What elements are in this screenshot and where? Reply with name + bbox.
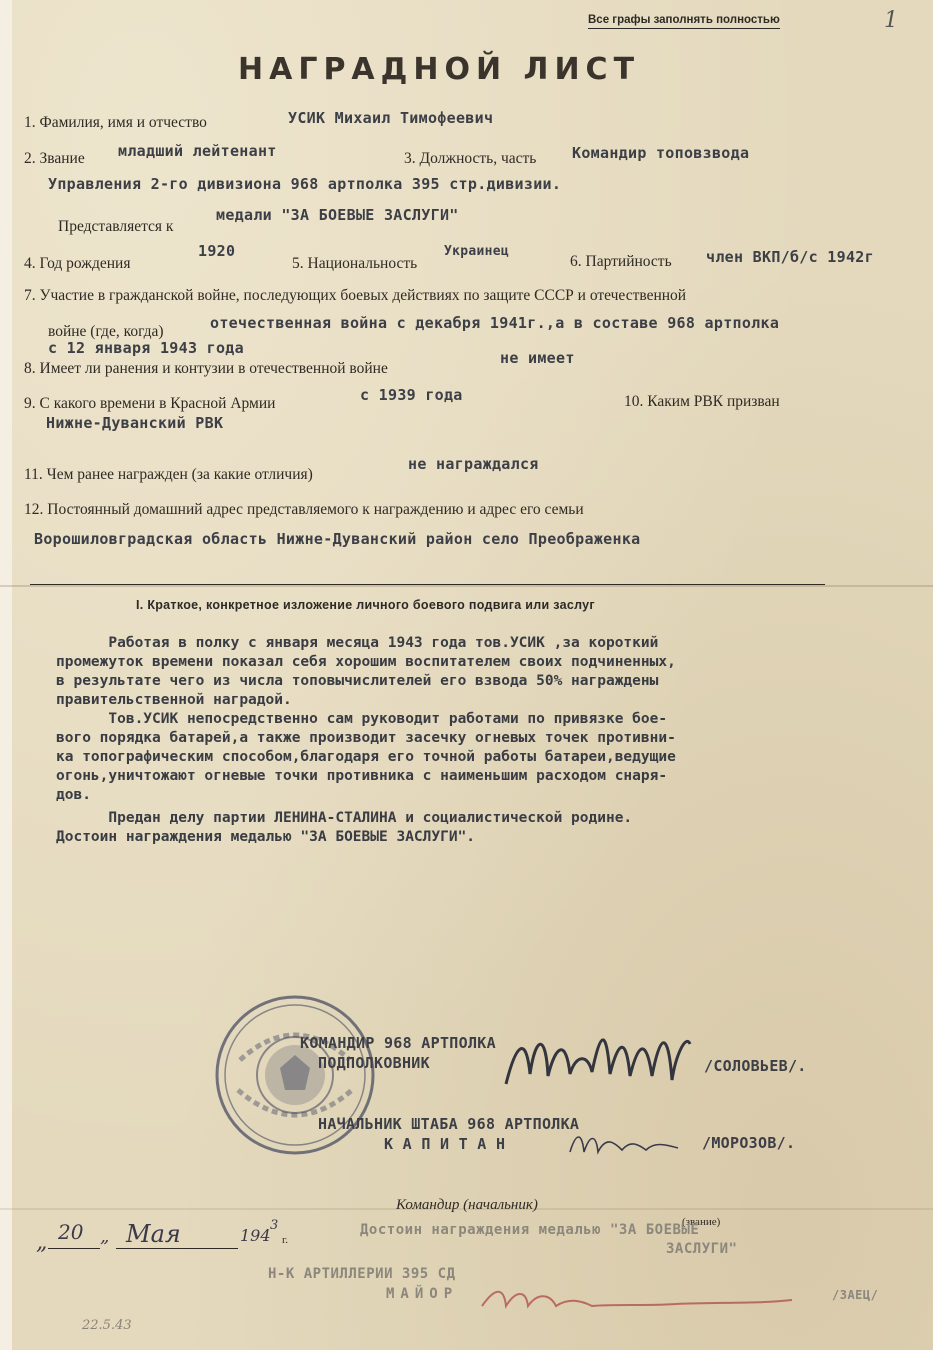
endorsement-name: /ЗАЕЦ/ [832,1288,879,1302]
red-pencil-signature-icon [476,1276,796,1320]
date-close-quote: „ [100,1226,110,1247]
pencil-date-note: 22.5.43 [82,1318,132,1333]
feat-line: Достоин награждения медалью "ЗА БОЕВЫЕ ЗАСЛУГИ". [56,829,476,845]
presented-for-label: Представляется к [58,218,174,235]
feat-line: в результате чего из числа топовычислителей его взвода 50% награждены [56,673,659,689]
field-war-participation-label: 7. Участие в гражданской войне, последующих боевых действиях по защите СССР и отечественной [24,287,687,304]
field-draft-office-value: Нижне-Дуванский РВК [46,414,224,432]
chief-of-staff-rank: К А П И Т А Н [384,1135,506,1153]
field-rank-value: младший лейтенант [118,142,277,160]
feat-line: промежуток времени показал себя хорошим воспитателем своих подчиненных, [56,654,676,670]
commander-rank: ПОДПОЛКОВНИК [318,1054,430,1072]
date-year-prefix: 194 [240,1226,271,1245]
field-previous-awards-value: не награждался [408,455,539,473]
field-nationality-value: Украинец [444,244,510,259]
field-position-value-cont: Управления 2-го дивизиона 968 артполка 395 стр.дивизии. [48,175,562,193]
date-month-underline [116,1248,238,1249]
field-position-label: 3. Должность, часть [404,150,537,167]
endorsement-line-1: Достоин награждения медалью "ЗА БОЕВЫЕ [360,1222,700,1238]
endorsement-line-4: МАЙОР [386,1286,459,1302]
date-open-quote: „ [36,1230,48,1255]
feat-line: Тов.УСИК непосредственно сам руководит работами по привязке бое- [56,711,668,727]
field-army-since-value: с 1939 года [360,386,463,404]
date-day: 20 [58,1220,84,1244]
endorsement-line-3: Н-К АРТИЛЛЕРИИ 395 СД [268,1266,456,1282]
field-position-value: Командир топовзвода [572,144,750,162]
field-nationality-label: 5. Национальность [292,255,418,272]
field-draft-office-label: 10. Каким РВК призван [624,393,780,410]
field-previous-awards-label: 11. Чем ранее награжден (за какие отличия) [24,466,313,483]
feat-line: ка топографическим способом,благодаря его точной работы батареи,ведущие [56,749,676,765]
feat-line: огонь,уничтожают огневые точки противника с наименьшим расходом снаря- [56,768,668,784]
commander-title: КОМАНДИР 968 АРТПОЛКА [300,1034,496,1052]
field-name-value: УСИК Михаил Тимофеевич [288,109,494,127]
field-party-label: 6. Партийность [570,253,672,270]
commander-chief-label: Командир (начальник) [396,1197,538,1213]
field-home-address-label: 12. Постоянный домашний адрес представляемого к награждению и адрес его семьи [24,501,584,518]
field-war-participation-label-cont: войне (где, когда) [48,323,164,340]
field-war-participation-value: отечественная война с декабря 1941г.,а в составе 968 артполка [210,314,780,332]
presented-for-value: медали "ЗА БОЕВЫЕ ЗАСЛУГИ" [216,206,459,224]
commander-signature-icon [496,1014,706,1104]
page-title: НАГРАДНОЙ ЛИСТ [238,52,641,87]
section-divider [30,584,825,585]
fill-all-fields-note: Все графы заполнять полностью [588,14,780,29]
date-year-suffix: г. [282,1234,289,1246]
page-number-mark: 1 [884,8,898,33]
rank-caption: (звание) [682,1216,721,1228]
field-war-participation-value-cont: с 12 января 1943 года [48,339,244,357]
field-party-value: член ВКП/б/с 1942г [706,248,874,266]
feat-line: Предан делу партии ЛЕНИНА-СТАЛИНА и социалистической родине. [56,810,633,826]
feat-line: Работая в полку с января месяца 1943 года тов.УСИК ,за короткий [56,635,659,651]
feat-line: вого порядка батарей,а также производит засечку огневых точек противни- [56,730,676,746]
feat-description [56,634,676,847]
field-home-address-value: Ворошиловградская область Нижне-Дуванский район село Преображенка [34,530,641,548]
section-feat-title: I. Краткое, конкретное изложение личного боевого подвига или заслуг [136,598,595,612]
field-rank-label: 2. Звание [24,150,85,167]
feat-line: дов. [56,787,91,803]
fold-crease [0,585,933,587]
field-birth-year-value: 1920 [198,242,236,260]
field-wounds-value: не имеет [500,349,575,367]
field-wounds-label: 8. Имеет ли ранения и контузии в отечественной войне [24,360,388,377]
chief-of-staff-signature-icon [566,1122,686,1162]
date-year-digit: 3 [270,1218,279,1233]
feat-line: правительственной наградой. [56,692,292,708]
chief-of-staff-name: /МОРОЗОВ/. [702,1134,796,1152]
field-army-since-label: 9. С какого времени в Красной Армии [24,395,276,412]
field-birth-year-label: 4. Год рождения [24,255,131,272]
date-month: Мая [126,1220,181,1248]
chief-of-staff-title: НАЧАЛЬНИК ШТАБА 968 АРТПОЛКА [318,1115,580,1133]
torn-left-edge [0,0,12,1350]
endorsement-line-2: ЗАСЛУГИ" [666,1241,738,1257]
field-name-label: 1. Фамилия, имя и отчество [24,114,207,131]
date-day-underline [48,1248,100,1249]
round-seal-icon [210,990,380,1160]
commander-name: /СОЛОВЬЕВ/. [704,1057,807,1075]
